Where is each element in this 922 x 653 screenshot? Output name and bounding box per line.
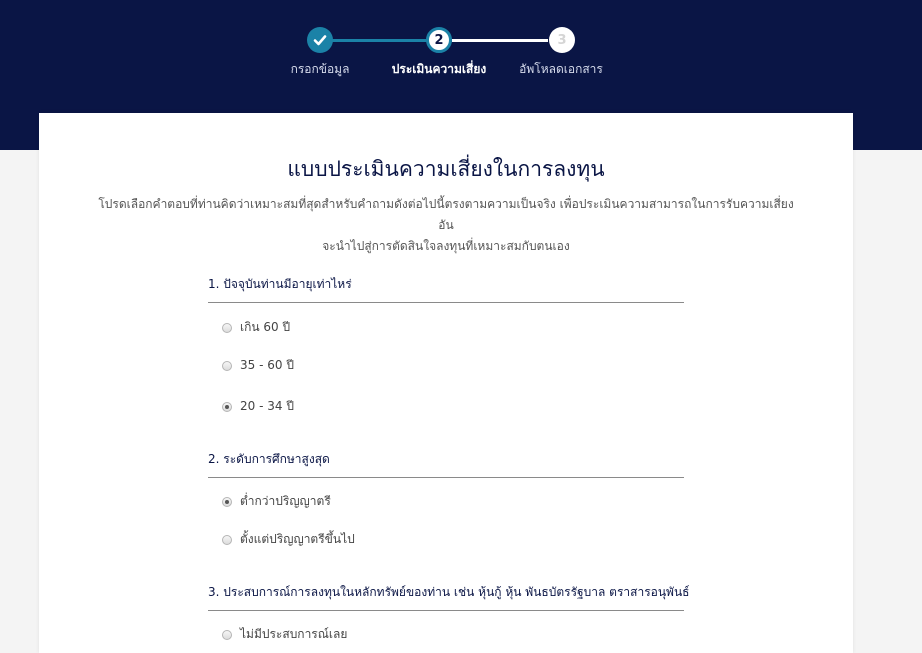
progress-stepper — [0, 0, 922, 110]
step-2-label[interactable]: ประเมินความเสี่ยง — [391, 62, 487, 76]
question-2-option-below-bachelor[interactable] — [222, 492, 331, 511]
risk-assessment-card — [39, 113, 853, 653]
option-label: ต่ำกว่าปริญญาตรี — [240, 494, 331, 508]
question-1-option-20-34[interactable] — [222, 397, 294, 416]
step-1-label[interactable]: กรอกข้อมูล — [290, 62, 350, 76]
radio-button[interactable] — [222, 535, 232, 545]
question-3-option-no-experience[interactable] — [222, 625, 347, 644]
step-1-indicator[interactable] — [307, 27, 333, 53]
question-3-title: 3. ประสบการณ์การลงทุนในหลักทรัพย์ของท่าน เช่น หุ้นกู้ หุ้น พันธบัตรรัฐบาล ตราสารอนุพันธ์ — [208, 583, 684, 611]
option-label: 20 - 34 ปี — [240, 399, 294, 413]
radio-button-selected[interactable] — [222, 497, 232, 507]
question-1-option-35-60[interactable] — [222, 356, 294, 375]
step-3-label[interactable]: อัพโหลดเอกสาร — [519, 62, 603, 76]
question-2-option-bachelor-or-higher[interactable] — [222, 530, 355, 549]
step-3-indicator[interactable]: 3 — [549, 27, 575, 53]
step-connector-pending — [452, 39, 548, 42]
description-line-2: จะนำไปสู่การตัดสินใจลงทุนที่เหมาะสมกับตนเอง — [322, 239, 570, 253]
check-icon — [313, 33, 327, 47]
option-label: 35 - 60 ปี — [240, 358, 294, 372]
question-1-option-over-60[interactable] — [222, 318, 290, 337]
option-label: ไม่มีประสบการณ์เลย — [240, 627, 348, 641]
question-1-title: 1. ปัจจุบันท่านมีอายุเท่าไหร่ — [208, 275, 684, 303]
option-label: ตั้งแต่ปริญญาตรีขึ้นไป — [240, 532, 355, 546]
step-connector-completed — [330, 39, 428, 42]
radio-button[interactable] — [222, 361, 232, 371]
radio-button[interactable] — [222, 323, 232, 333]
step-2-indicator[interactable]: 2 — [426, 27, 452, 53]
page-title: แบบประเมินความเสี่ยงในการลงทุน — [287, 157, 605, 181]
radio-button-selected[interactable] — [222, 402, 232, 412]
question-2-title: 2. ระดับการศึกษาสูงสุด — [208, 450, 684, 478]
option-label: เกิน 60 ปี — [240, 320, 291, 334]
description-line-1: โปรดเลือกคำตอบที่ท่านคิดว่าเหมาะสมที่สุดสำหรับคำถามดังต่อไปนี้ตรงตามความเป็นจริง เพื่อประเมินความสามารถในการรับความเสี่ยงอัน — [98, 197, 794, 232]
radio-button[interactable] — [222, 630, 232, 640]
form-description — [94, 194, 798, 257]
